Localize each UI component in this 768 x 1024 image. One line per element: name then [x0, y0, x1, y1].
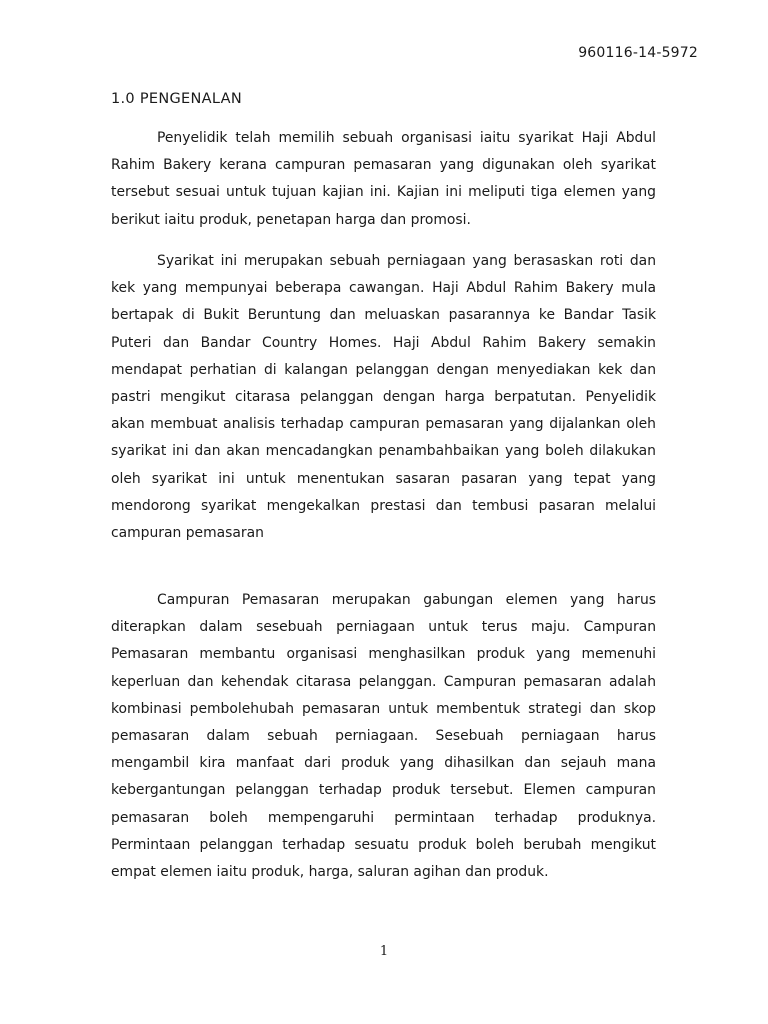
paragraph-2: Syarikat ini merupakan sebuah perniagaan yang berasaskan roti dan kek yang mempunyai beberapa cawangan. Haji Abdul Rahim Bakery mula bertapak di Bukit Beruntung dan meluaskan pasarannya ke Bandar Tasik Puteri dan Bandar Country Homes. Haji Abdul Rahim Bakery semakin mendapat perhatian di kalangan pelanggan dengan menyediakan kek dan pastri mengikut citarasa pelanggan dengan harga berpatutan. Penyelidik akan membuat analisis terhadap campuran pemasaran yang dijalankan oleh syarikat ini dan akan mencadangkan penambahbaikan yang boleh dilakukan oleh syarikat ini untuk menentukan sasaran pasaran yang tepat yang mendorong syarikat mengekalkan prestasi dan tembusi pasaran melalui campuran pemasaran	[111, 253, 656, 542]
section-heading: 1.0 PENGENALAN	[111, 91, 242, 107]
paragraph-1: Penyelidik telah memilih sebuah organisasi iaitu syarikat Haji Abdul Rahim Bakery kerana campuran pemasaran yang digunakan oleh syarikat tersebut sesuai untuk tujuan kajian ini. Kajian ini meliputi tiga elemen yang berikut iaitu produk, penetapan harga dan promosi.	[111, 130, 656, 228]
document-id-number: 960116-14-5972	[578, 45, 698, 61]
paragraph-3: Campuran Pemasaran merupakan gabungan elemen yang harus diterapkan dalam sesebuah perniagaan untuk terus maju. Campuran Pemasaran membantu organisasi menghasilkan produk yang memenuhi keperluan dan kehendak citarasa pelanggan. Campuran pemasaran adalah kombinasi pembolehubah pemasaran untuk membentuk strategi dan skop pemasaran dalam sebuah perniagaan. Sesebuah perniagaan harus mengambil kira manfaat dari produk yang dihasilkan dan sejauh mana kebergantungan pelanggan terhadap produk tersebut. Elemen campuran pemasaran boleh mempengaruhi permintaan terhadap produknya. Permintaan pelanggan terhadap sesuatu produk boleh berubah mengikut empat elemen iaitu produk, harga, saluran agihan dan produk.	[111, 592, 656, 881]
page-number: 1	[379, 944, 389, 959]
